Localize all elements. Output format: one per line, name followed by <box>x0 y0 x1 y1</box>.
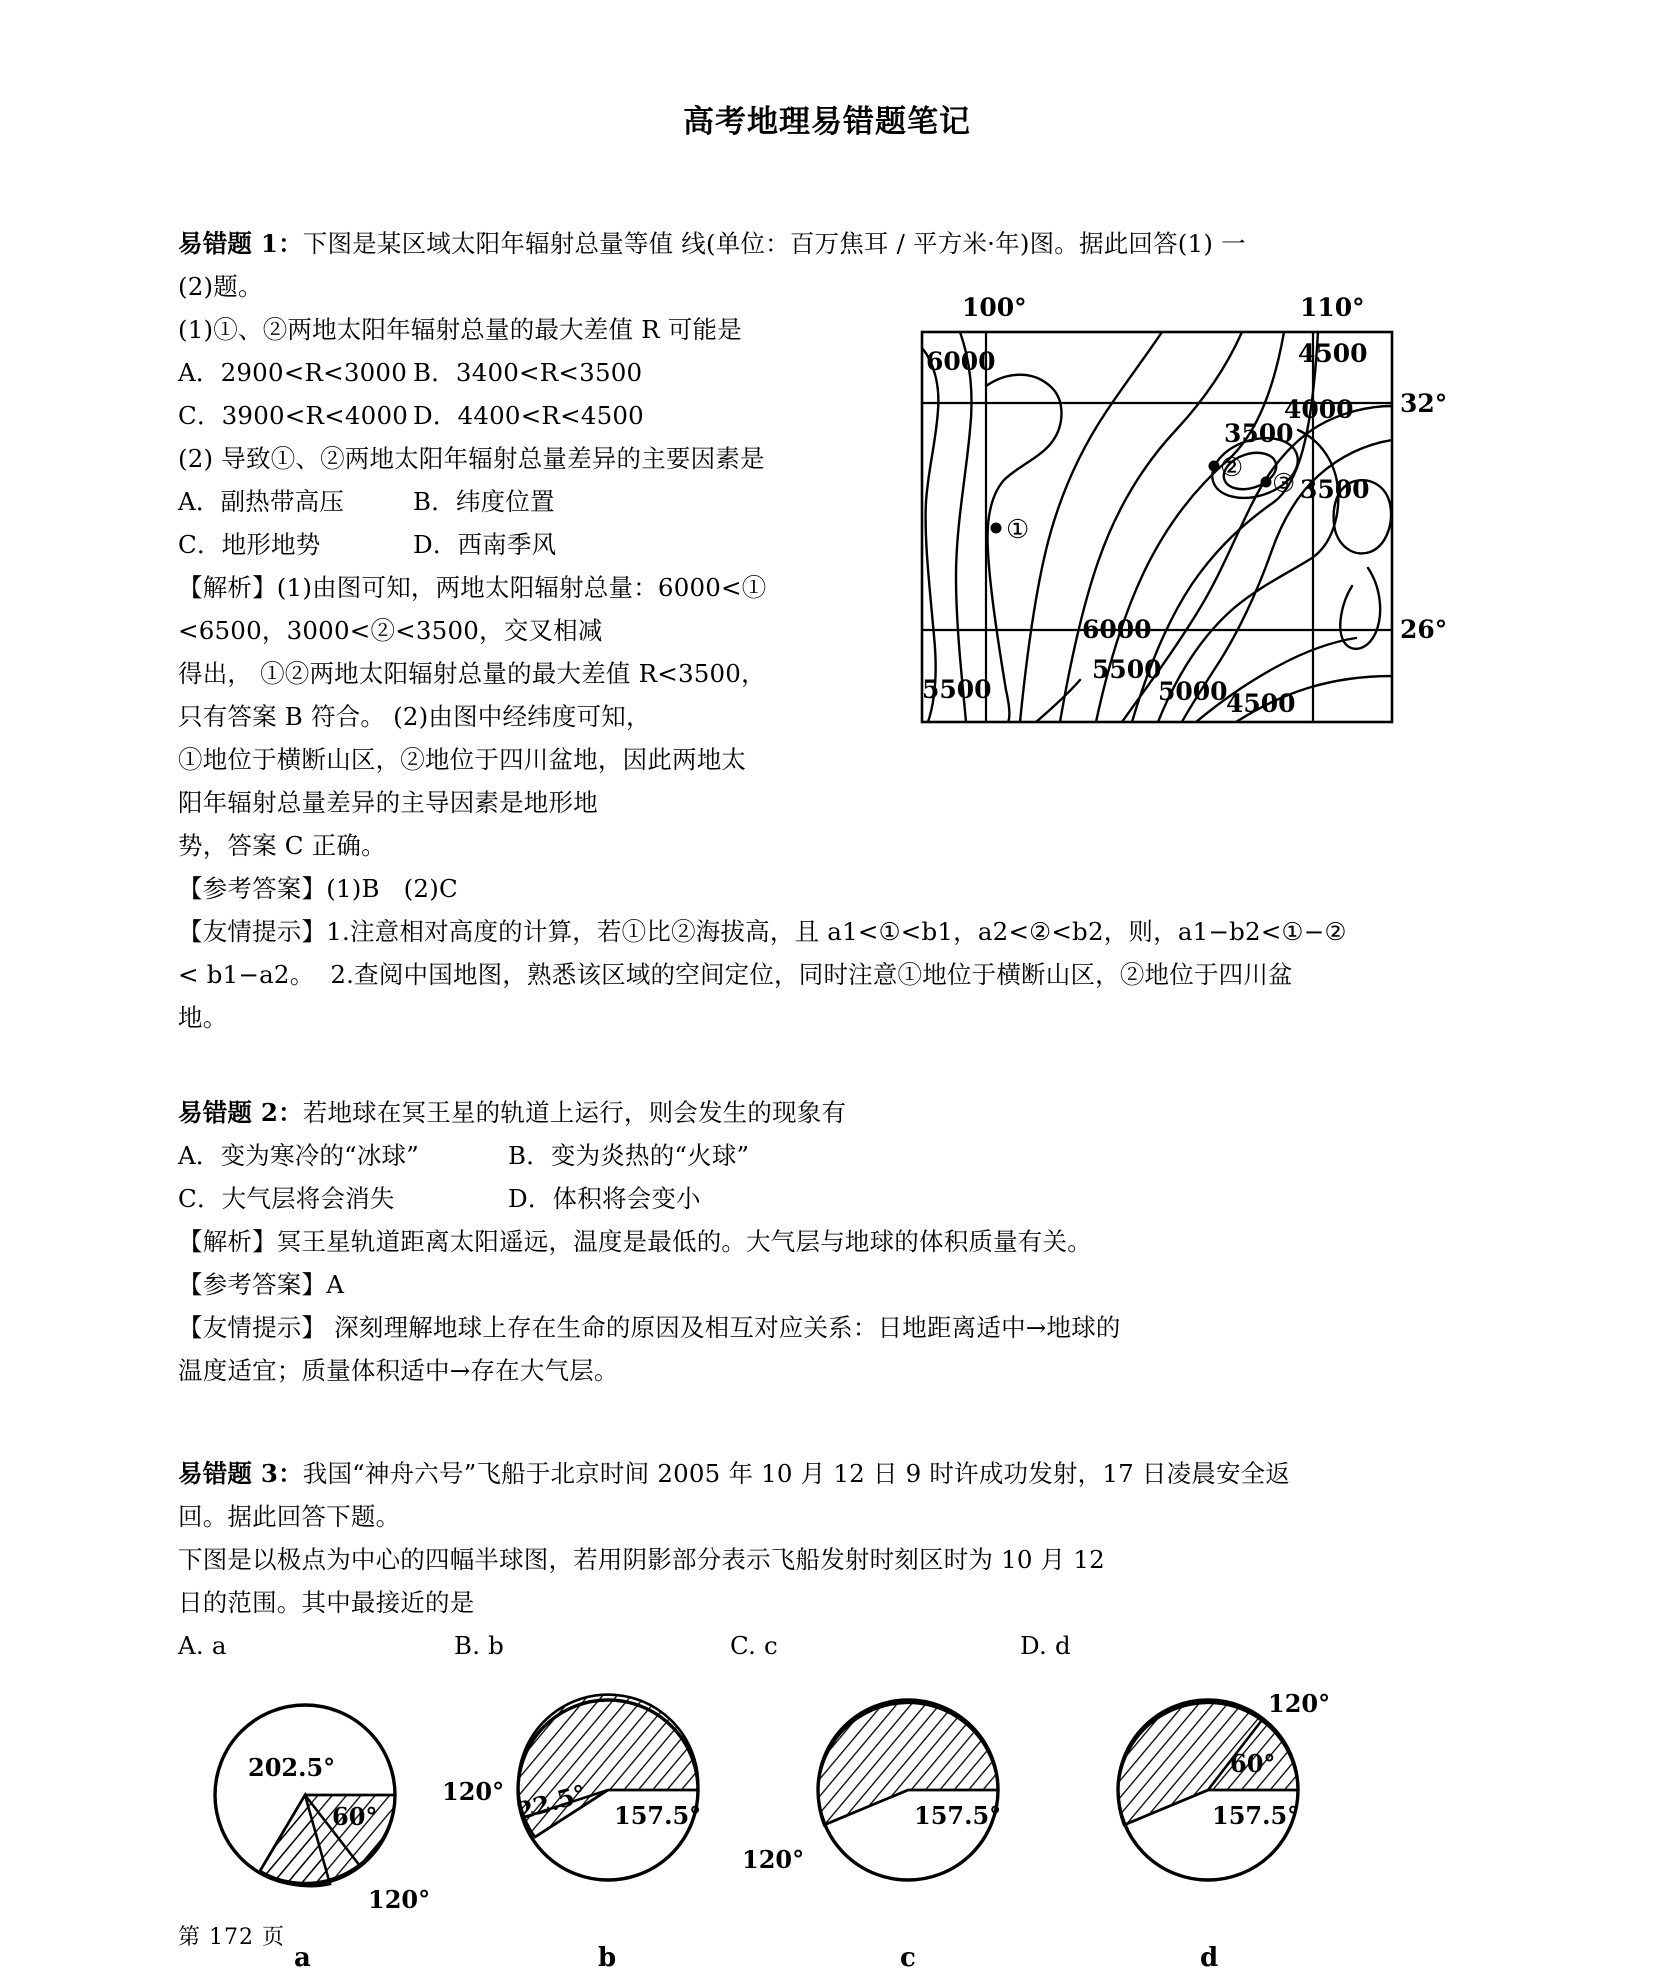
q2-stem <box>178 1091 1488 1134</box>
diagram-a-label-1: 60° <box>332 1802 378 1831</box>
map-label-lon-110: 110° <box>1300 293 1365 322</box>
q2-answer: 【参考答案】A <box>178 1270 345 1299</box>
q1-answer: 【参考答案】(1)B (2)C <box>178 874 458 903</box>
svg-text:6000: 6000 <box>1082 615 1152 644</box>
diagram-b-label-2: 157.5° <box>614 1801 702 1830</box>
question-3-block <box>178 1452 1488 1667</box>
map-label-lon-100: 100° <box>962 293 1027 322</box>
diagram-d-label-1: 60° <box>1230 1749 1276 1778</box>
q1-sub1-option-b: B．3400<R<3500 <box>413 358 643 387</box>
svg-text:3500: 3500 <box>1300 475 1370 504</box>
q1-analysis-line-5: ①地位于横断山区，②地位于四川盆地，因此两地太 <box>178 745 747 774</box>
q3-options-row <box>178 1624 1488 1667</box>
q1-stem-line1 <box>178 222 1488 265</box>
q1-analysis-line-6: 阳年辐射总量差异的主导因素是地形地 <box>178 788 598 817</box>
diagram-d-label-0: 120° <box>1268 1690 1331 1718</box>
q1-sub1-option-a: A．2900<R<3000 <box>178 358 407 387</box>
svg-text:5000: 5000 <box>1158 677 1228 706</box>
page-title: 高考地理易错题笔记 <box>683 104 971 140</box>
question-2-block <box>178 1091 1488 1392</box>
svg-text:4000: 4000 <box>1284 395 1354 424</box>
q1-sub1-option-d: D．4400<R<4500 <box>413 401 644 430</box>
page-number-footer: 第 172 页 <box>178 1925 285 1950</box>
q3-option-d: D. d <box>1020 1631 1071 1660</box>
q3-stem-line-3: 下图是以极点为中心的四幅半球图，若用阴影部分表示飞船发射时刻区时为 10 月 12 <box>178 1545 1105 1574</box>
point-label-1: ① <box>1006 515 1030 545</box>
diagram-b-caption: b <box>598 1943 617 1973</box>
q2-options-row1 <box>178 1134 1488 1177</box>
q2-option-d: D．体积将会变小 <box>508 1184 701 1213</box>
svg-text:5500: 5500 <box>1092 655 1162 684</box>
question-1-block <box>178 222 1488 1039</box>
q1-sub1-option-c: C．3900<R<4000 <box>178 401 409 430</box>
diagram-b-label-1: 22.5° <box>513 1778 590 1826</box>
diagram-a-caption: a <box>294 1943 311 1973</box>
diagram-a-label-2: 120° <box>368 1885 431 1914</box>
q2-option-a: A．变为寒冷的“冰球” <box>178 1141 419 1170</box>
diagram-b-label-0: 120° <box>442 1777 505 1806</box>
q3-option-b: B. b <box>454 1631 505 1660</box>
q3-stem-line-1 <box>178 1452 1488 1495</box>
q2-tips-line-2: 温度适宜；质量体积适中→存在大气层。 <box>178 1356 619 1385</box>
map-label-lat-32: 32° <box>1400 389 1448 418</box>
q2-stem-text: 若地球在冥王星的轨道上运行，则会发生的现象有 <box>302 1098 847 1127</box>
q1-analysis-line-1: 【解析】(1)由图可知，两地太阳辐射总量：6000<① <box>178 573 767 602</box>
q2-label: 易错题 2： <box>178 1098 303 1127</box>
hemisphere-diagram-c <box>742 1700 1001 1973</box>
q1-sub1: (1)①、②两地太阳年辐射总量的最大差值 R 可能是 <box>178 315 742 344</box>
diagram-d-caption: d <box>1200 1943 1219 1973</box>
diagram-d-label-2: 157.5° <box>1212 1801 1300 1830</box>
diagram-c-label-1: 120° <box>742 1845 805 1874</box>
svg-text:5500: 5500 <box>922 675 992 704</box>
q2-option-b: B．变为炎热的“火球” <box>508 1141 750 1170</box>
q2-tips-line-1: 【友情提示】 深刻理解地球上存在生命的原因及相互对应关系：日地距离适中→地球的 <box>178 1313 1121 1342</box>
q1-sub2-option-b: B．纬度位置 <box>413 487 555 516</box>
q1-sub2: (2) 导致①、②两地太阳年辐射总量差异的主要因素是 <box>178 444 765 473</box>
q3-option-a: A. a <box>178 1631 227 1660</box>
map-label-lat-26: 26° <box>1400 615 1448 644</box>
q3-stem-text: 我国“神舟六号”飞船于北京时间 2005 年 10 月 12 日 9 时许成功发射，17 日凌晨安全返 <box>302 1459 1291 1488</box>
q1-tips-line-1: 【友情提示】1.注意相对高度的计算，若①比②海拔高，且 a1<①<b1，a2<②<b2，则，a1−b2<①−② <box>178 917 1347 946</box>
q1-stem-text: 下图是某区域太阳年辐射总量等值 线(单位：百万焦耳 / 平方米·年)图。据此回答(1) 一 <box>302 229 1246 258</box>
q1-sub2-options-row2 <box>178 523 868 566</box>
q1-tips-line-3: 地。 <box>178 1003 228 1032</box>
figure-hemisphere-diagrams <box>190 1690 1490 1980</box>
svg-text:4500: 4500 <box>1226 689 1296 718</box>
section-gap-2 <box>178 1392 1488 1452</box>
q1-sub1-options-row1 <box>178 351 868 394</box>
q3-stem-line-2: 回。据此回答下题。 <box>178 1502 401 1531</box>
diagram-c-caption: c <box>900 1943 916 1973</box>
diagram-c-label-0: 157.5° <box>914 1801 1002 1830</box>
hemisphere-diagram-b <box>442 1695 701 1973</box>
q1-label: 易错题 1： <box>178 229 303 258</box>
q1-sub1-options-row2 <box>178 394 868 437</box>
q3-label: 易错题 3： <box>178 1459 303 1488</box>
q1-analysis-line-2: <6500，3000<②<3500，交叉相减 <box>178 616 603 645</box>
svg-text:3500: 3500 <box>1224 419 1294 448</box>
q1-analysis-line-3: 得出， ①②两地太阳辐射总量的最大差值 R<3500， <box>178 659 766 688</box>
q2-options-row2 <box>178 1177 1488 1220</box>
svg-text:4500: 4500 <box>1298 339 1368 368</box>
q1-analysis-line-7: 势，答案 C 正确。 <box>178 831 386 860</box>
q3-option-c: C. c <box>730 1631 778 1660</box>
q2-option-c: C．大气层将会消失 <box>178 1184 395 1213</box>
q1-sub2-option-c: C．地形地势 <box>178 530 321 559</box>
q1-analysis-line-4: 只有答案 B 符合。 (2)由图中经纬度可知， <box>178 702 651 731</box>
hemisphere-diagram-d <box>1118 1690 1330 1973</box>
point-label-2: ② <box>1220 453 1244 483</box>
q3-stem-line-4: 日的范围。其中最接近的是 <box>178 1588 475 1617</box>
q1-sub2-option-d: D．西南季风 <box>413 530 557 559</box>
q1-sub2-options-row1 <box>178 480 868 523</box>
q2-analysis: 【解析】冥王星轨道距离太阳遥远，温度是最低的。大气层与地球的体积质量有关。 <box>178 1227 1092 1256</box>
section-gap-1 <box>178 1039 1488 1091</box>
point-label-3: ③ <box>1272 469 1296 499</box>
q1-tips-line-2: < b1−a2。 2.查阅中国地图，熟悉该区域的空间定位，同时注意①地位于横断山区，②地位于四川盆 <box>178 960 1293 989</box>
q1-sub2-option-a: A．副热带高压 <box>178 487 345 516</box>
document-body <box>178 222 1488 1667</box>
q1-stem-line2: (2)题。 <box>178 272 263 301</box>
diagram-a-label-0: 202.5° <box>248 1753 336 1782</box>
svg-text:6000: 6000 <box>926 347 996 376</box>
